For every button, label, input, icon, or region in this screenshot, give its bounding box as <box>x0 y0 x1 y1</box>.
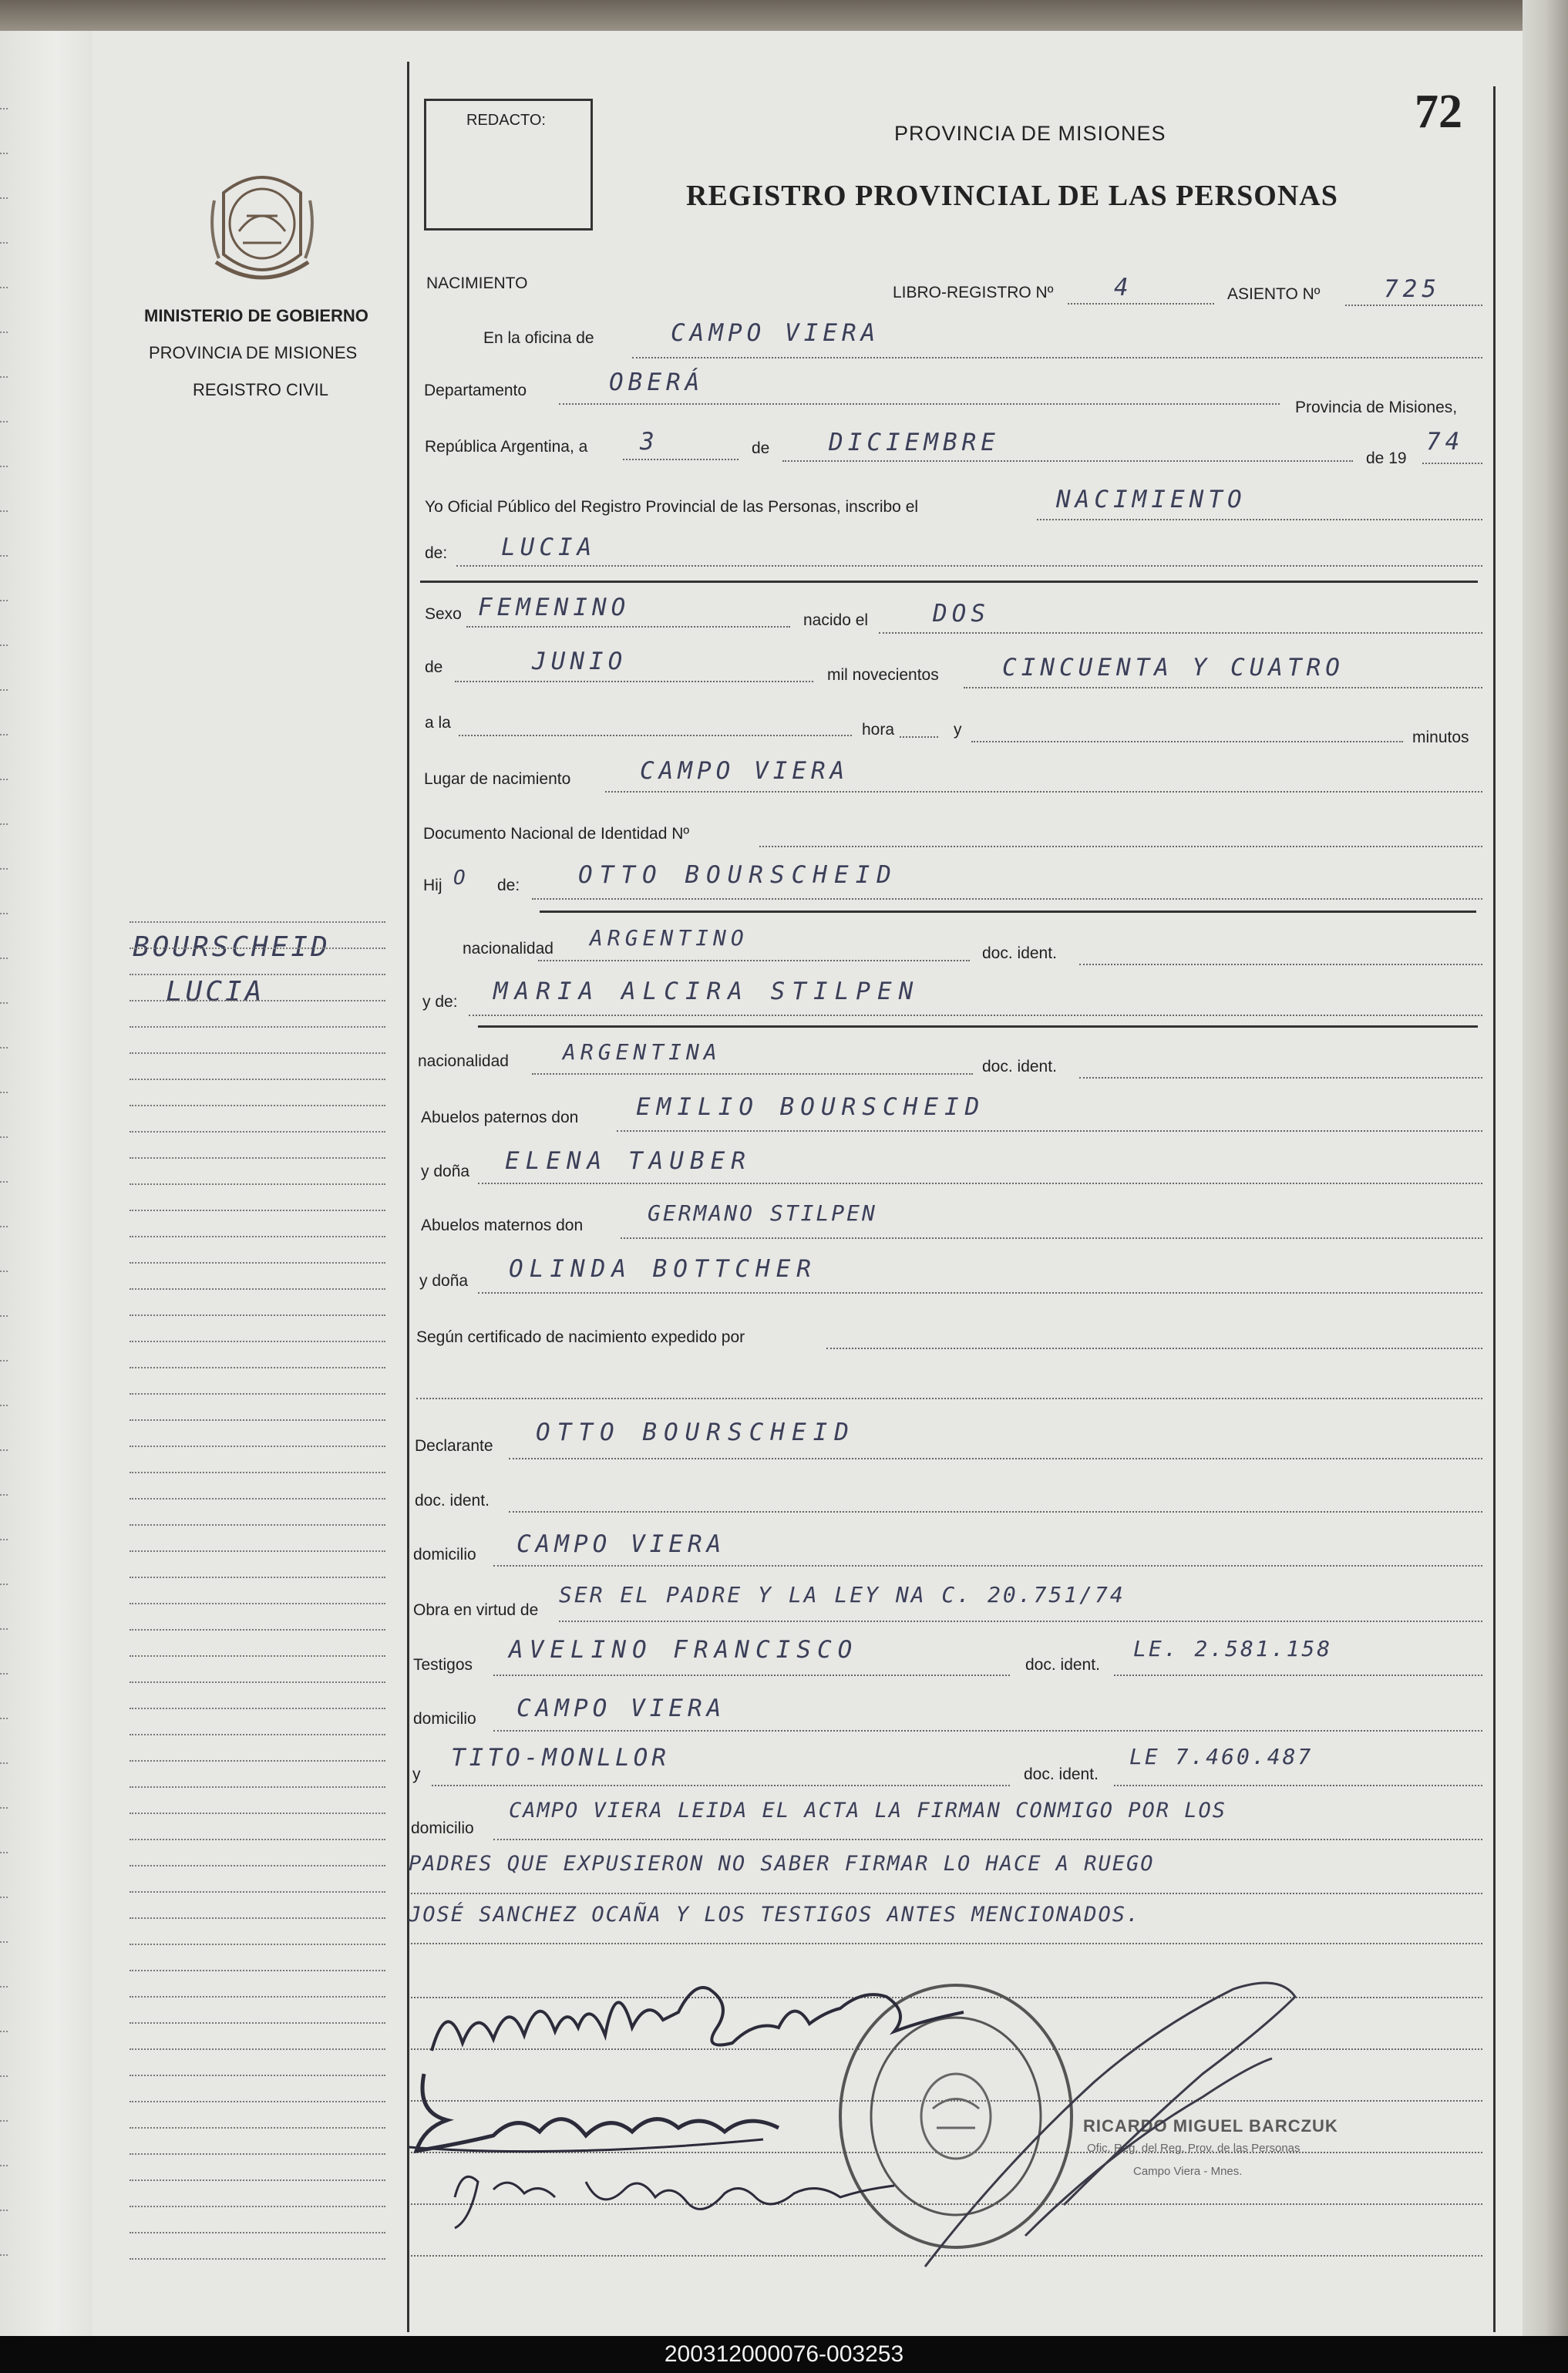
label-prov-misiones: Provincia de Misiones, <box>1295 399 1458 416</box>
binding-dot-mark <box>0 108 8 109</box>
sidebar-surname: BOURSCHEID <box>133 931 331 963</box>
line-documento <box>759 846 1482 847</box>
main-left-rule <box>407 62 409 2332</box>
line-segun-cont <box>416 1398 1482 1399</box>
sidebar-dotted-line <box>130 1262 385 1264</box>
binding-dot-mark <box>0 2210 8 2211</box>
binding-dot-mark <box>0 1762 8 1764</box>
sidebar-dotted-line <box>130 1183 385 1185</box>
label-segun: Según certificado de nacimiento expedido por <box>416 1328 745 1346</box>
stamp-officer-name: RICARDO MIGUEL BARCZUK <box>1083 2116 1338 2136</box>
value-domicilio-line2: PADRES QUE EXPUSIERON NO SABER FIRMAR LO HACE A RUEGO <box>409 1852 1155 1876</box>
rule-after-madre <box>478 1025 1478 1028</box>
label-de-mes: de <box>752 439 770 457</box>
binding-dot-mark <box>0 287 8 288</box>
value-oficina: CAMPO VIERA <box>671 319 880 347</box>
label-doc-ident-padre: doc. ident. <box>982 944 1057 962</box>
sidebar-dotted-line <box>130 1288 385 1290</box>
label-nacido-el: nacido el <box>803 611 869 629</box>
binding-dot-mark <box>0 868 8 870</box>
binding-dot-mark <box>0 1673 8 1675</box>
sidebar-dotted-line <box>130 1131 385 1133</box>
line-asiento <box>1345 305 1482 306</box>
sidebar-dotted-line <box>130 2206 385 2207</box>
line-abuelo-materno <box>621 1237 1482 1239</box>
value-departamento: OBERÁ <box>609 369 705 396</box>
value-abuela-materna: OLINDA BOTTCHER <box>509 1255 817 1283</box>
label-hij: Hij <box>423 877 442 894</box>
sidebar-dotted-line <box>130 1236 385 1237</box>
rule-after-padre <box>540 910 1476 913</box>
label-doc-ident-madre: doc. ident. <box>982 1058 1057 1075</box>
binding-dot-mark <box>0 1360 8 1362</box>
binding-dot-mark <box>0 1584 8 1585</box>
sidebar-dotted-line <box>130 1026 385 1028</box>
binding-dot-mark <box>0 1986 8 1988</box>
binding-dot-mark <box>0 645 8 646</box>
sidebar-dotted-line <box>130 2048 385 2050</box>
binding-dot-mark <box>0 555 8 557</box>
label-nacimiento: NACIMIENTO <box>426 274 528 292</box>
redacto-label: REDACTO: <box>466 112 546 129</box>
line-nacido-anio <box>964 687 1482 688</box>
sidebar-dotted-line <box>130 1577 385 1578</box>
line-nacionalidad-madre <box>532 1073 973 1075</box>
binding-dot-mark <box>0 1897 8 1898</box>
sidebar-dotted-line <box>130 1157 385 1159</box>
sidebar-dotted-line <box>130 1210 385 1211</box>
binding-dot-mark <box>0 1136 8 1138</box>
sidebar-registry: REGISTRO CIVIL <box>193 380 329 399</box>
sidebar-dotted-line <box>130 1550 385 1552</box>
value-nacido-anio: CINCUENTA Y CUATRO <box>1002 654 1344 682</box>
value-nacionalidad-madre: ARGENTINA <box>563 1039 722 1065</box>
label-de-nombre: de: <box>425 544 448 562</box>
sidebar-dotted-line <box>130 2075 385 2076</box>
sidebar-province: PROVINCIA DE MISIONES <box>149 343 358 362</box>
binding-dot-mark <box>0 1628 8 1630</box>
line-declarante-domicilio <box>493 1565 1482 1567</box>
binding-dot-mark <box>0 2165 8 2166</box>
label-abuelos-paternos: Abuelos paternos don <box>421 1109 579 1126</box>
line-libro <box>1068 303 1214 305</box>
value-sexo: FEMENINO <box>478 594 631 621</box>
value-nacido-mes: JUNIO <box>532 648 628 675</box>
signature-officer-icon <box>910 1974 1341 2282</box>
label-lugar: Lugar de nacimiento <box>424 770 571 788</box>
sidebar-dotted-line <box>130 1760 385 1762</box>
line-padre <box>532 898 1482 900</box>
value-testigo1: AVELINO FRANCISCO <box>509 1636 859 1664</box>
sidebar-dotted-line <box>130 2101 385 2102</box>
line-obra <box>559 1621 1482 1622</box>
value-mes: DICIEMBRE <box>829 429 1000 456</box>
line-doc-ident-padre <box>1079 964 1482 965</box>
value-domicilio-line1: CAMPO VIERA LEIDA EL ACTA LA FIRMAN CONMIGO POR LOS <box>509 1799 1227 1823</box>
header-registry-title: REGISTRO PROVINCIAL DE LAS PERSONAS <box>686 180 1338 212</box>
value-obra: SER EL PADRE Y LA LEY NA C. 20.751/74 <box>559 1582 1126 1607</box>
line-departamento <box>559 403 1280 405</box>
sidebar-dotted-line <box>130 1917 385 1919</box>
sidebar-dotted-line <box>130 1079 385 1080</box>
sidebar-dotted-line <box>130 1944 385 1945</box>
line-abuela-paterna <box>478 1183 1482 1184</box>
label-yo-oficial: Yo Oficial Público del Registro Provincial de las Personas, inscribo el <box>425 498 919 516</box>
label-y-dona-paterna: y doña <box>421 1163 470 1180</box>
sidebar-dotted-line <box>130 1734 385 1735</box>
page-binding <box>0 31 93 2336</box>
binding-dot-mark <box>0 1941 8 1943</box>
line-tipo <box>1037 519 1482 520</box>
line-abuela-materna <box>478 1292 1482 1294</box>
sidebar-dotted-line <box>130 1314 385 1316</box>
binding-dot-mark <box>0 2120 8 2122</box>
binding-dot-mark <box>0 1271 8 1272</box>
value-nacionalidad-padre: ARGENTINO <box>590 925 749 951</box>
binding-dot-mark <box>0 1315 8 1317</box>
label-declarante-doc: doc. ident. <box>415 1492 490 1510</box>
line-nombre <box>456 565 1482 567</box>
binding-dot-mark <box>0 510 8 512</box>
line-domicilio-final-2 <box>411 1893 1482 1894</box>
sidebar-dotted-line <box>130 1970 385 1971</box>
label-testigo1-doc: doc. ident. <box>1025 1656 1100 1674</box>
sidebar-dotted-line <box>130 1419 385 1421</box>
value-nombre: LUCIA <box>501 534 597 561</box>
label-nacionalidad-padre: nacionalidad <box>463 940 554 958</box>
label-documento: Documento Nacional de Identidad Nº <box>423 825 690 843</box>
line-declarante <box>509 1458 1482 1459</box>
value-testigo2-doc: LE 7.460.487 <box>1129 1744 1314 1769</box>
sidebar-dotted-line <box>130 921 385 923</box>
binding-dot-mark <box>0 1226 8 1227</box>
line-abuelo-paterno <box>617 1130 1482 1132</box>
binding-dot-mark <box>0 153 8 154</box>
line-nacionalidad-padre <box>538 960 970 961</box>
sidebar-dotted-line <box>130 2022 385 2024</box>
sidebar-dotted-line <box>130 1367 385 1368</box>
province-seal-icon <box>208 170 316 285</box>
label-oficina: En la oficina de <box>483 329 594 347</box>
line-doc-ident-madre <box>1079 1077 1482 1079</box>
binding-dot-mark <box>0 1092 8 1093</box>
binding-dot-mark <box>0 421 8 422</box>
value-testigo1-doc: LE. 2.581.158 <box>1133 1636 1333 1661</box>
binding-dot-mark <box>0 466 8 467</box>
value-hij-suffix: O <box>453 867 470 890</box>
signature-jose-sanchez-icon <box>432 2151 910 2236</box>
label-mil-novecientos: mil novecientos <box>827 666 939 684</box>
binding-dot-mark <box>0 913 8 914</box>
sidebar-dotted-line <box>130 1839 385 1840</box>
label-y-testigo2: y <box>412 1765 421 1783</box>
binding-dot-mark <box>0 823 8 825</box>
label-y-dona-materna: y doña <box>419 1272 469 1290</box>
label-testigo2-doc: doc. ident. <box>1024 1765 1099 1783</box>
label-abuelos-maternos: Abuelos maternos don <box>421 1217 584 1234</box>
binding-dot-mark <box>0 1807 8 1809</box>
sidebar-dotted-line <box>130 1996 385 1998</box>
label-obra: Obra en virtud de <box>413 1601 539 1619</box>
line-testigo2 <box>432 1785 1010 1786</box>
sidebar-dotted-line <box>130 1629 385 1631</box>
signature-witness-avelino-icon <box>424 1966 979 2066</box>
sidebar-dotted-line <box>130 1813 385 1814</box>
label-asiento: ASIENTO Nº <box>1227 285 1321 303</box>
redacto-box <box>424 99 593 231</box>
binding-dot-mark <box>0 734 8 735</box>
value-abuelo-materno: GERMANO STILPEN <box>648 1200 877 1226</box>
sidebar-dotted-line <box>130 2232 385 2233</box>
value-asiento: 725 <box>1384 275 1441 303</box>
sidebar-ministry: MINISTERIO DE GOBIERNO <box>144 306 368 325</box>
label-testigos: Testigos <box>413 1656 473 1674</box>
line-dia <box>623 459 739 460</box>
line-testigo1 <box>493 1675 1010 1676</box>
label-nacionalidad-madre: nacionalidad <box>418 1052 509 1070</box>
label-sexo: Sexo <box>425 605 462 623</box>
binding-dot-mark <box>0 197 8 199</box>
value-domicilio-line3: JOSÉ SANCHEZ OCAÑA Y LOS TESTIGOS ANTES MENCIONADOS. <box>409 1903 1141 1927</box>
rule-after-nombre <box>420 581 1478 583</box>
sidebar-dotted-line <box>130 1393 385 1395</box>
value-padre: OTTO BOURSCHEID <box>578 861 898 889</box>
value-madre: MARIA ALCIRA STILPEN <box>493 978 920 1005</box>
binding-dot-mark <box>0 1449 8 1451</box>
label-republica: República Argentina, a <box>425 438 588 456</box>
book-page-edges <box>1523 0 1568 2336</box>
line-declarante-doc <box>509 1511 1482 1513</box>
label-a-la: a la <box>425 714 451 732</box>
value-abuelo-paterno: EMILIO BOURSCHEID <box>636 1093 986 1121</box>
binding-dot-mark <box>0 1494 8 1496</box>
label-de-nacido-mes: de <box>425 658 443 676</box>
value-testigo1-domicilio: CAMPO VIERA <box>516 1695 726 1722</box>
sidebar-dotted-line <box>130 1708 385 1709</box>
line-testigo1-doc <box>1114 1675 1482 1676</box>
sidebar-dotted-line <box>130 1603 385 1604</box>
sidebar-dotted-line <box>130 1105 385 1106</box>
sidebar-dotted-line <box>130 1891 385 1893</box>
binding-dot-mark <box>0 1539 8 1540</box>
label-y-de-madre: y de: <box>422 993 458 1011</box>
main-right-rule <box>1493 86 1496 2332</box>
page-number: 72 <box>1415 86 1462 138</box>
value-lugar: CAMPO VIERA <box>640 757 850 785</box>
value-anio: 74 <box>1426 428 1465 456</box>
line-testigo1-domicilio <box>493 1730 1482 1732</box>
binding-dot-mark <box>0 600 8 601</box>
sidebar-dotted-line <box>130 1000 385 1001</box>
binding-dot-mark <box>0 1002 8 1004</box>
line-nacido-mes <box>455 681 813 682</box>
binding-dot-mark <box>0 376 8 378</box>
value-testigo2: TITO-MONLLOR <box>451 1744 670 1772</box>
binding-dot-mark <box>0 2075 8 2077</box>
sidebar-dotted-line <box>130 974 385 975</box>
label-libro: LIBRO-REGISTRO Nº <box>893 284 1054 301</box>
label-declarante: Declarante <box>415 1437 493 1455</box>
label-testigo1-domicilio: domicilio <box>413 1710 476 1728</box>
binding-dot-mark <box>0 1852 8 1853</box>
binding-dot-mark <box>0 1405 8 1406</box>
sidebar-dotted-line <box>130 1524 385 1526</box>
sidebar-dotted-line <box>130 2179 385 2181</box>
label-declarante-domicilio: domicilio <box>413 1546 476 1563</box>
label-departamento: Departamento <box>424 382 527 399</box>
line-anio <box>1422 463 1482 464</box>
value-abuela-paterna: ELENA TAUBER <box>505 1147 752 1175</box>
value-nacido-dia: DOS <box>933 600 990 628</box>
stamp-officer-place: Campo Viera - Mnes. <box>1133 2165 1243 2178</box>
value-declarante: OTTO BOURSCHEID <box>536 1419 856 1446</box>
value-tipo: NACIMIENTO <box>1056 486 1247 513</box>
sidebar-dotted-line <box>130 948 385 949</box>
sidebar-dotted-line <box>130 1865 385 1866</box>
sidebar-dotted-line <box>130 1655 385 1657</box>
label-minutos: minutos <box>1412 729 1469 746</box>
label-domicilio-final: domicilio <box>411 1819 474 1837</box>
stamp-officer-title: Ofic. Reg. del Reg. Prov. de las Personas <box>1087 2142 1300 2155</box>
line-a-la <box>459 735 852 736</box>
sidebar-dotted-line <box>130 2258 385 2260</box>
line-domicilio-final-1 <box>493 1839 1482 1840</box>
sidebar-dotted-line <box>130 2153 385 2155</box>
binding-dot-mark <box>0 332 8 333</box>
line-sexo <box>466 626 790 628</box>
binding-dot-mark <box>0 242 8 244</box>
sidebar-dotted-line <box>130 1786 385 1788</box>
sidebar-dotted-line <box>130 1498 385 1500</box>
label-de19: de 19 <box>1366 449 1407 467</box>
binding-dot-mark <box>0 779 8 780</box>
line-testigo2-doc <box>1114 1785 1482 1786</box>
line-madre <box>469 1015 1482 1016</box>
binding-dot-mark <box>0 2031 8 2032</box>
sidebar-dotted-line <box>130 1446 385 1447</box>
header-province: PROVINCIA DE MISIONES <box>894 122 1166 145</box>
line-oficina <box>632 357 1482 358</box>
label-y-hora: y <box>954 721 962 739</box>
sidebar-dotted-line <box>130 1472 385 1473</box>
line-nacido-dia <box>879 632 1482 634</box>
line-mes <box>782 460 1353 462</box>
sidebar-dotted-line <box>130 1681 385 1683</box>
line-hora <box>900 736 938 738</box>
image-id-caption: 200312000076-003253 <box>0 2336 1568 2373</box>
label-de-padre: de: <box>497 877 520 894</box>
sidebar-dotted-line <box>130 1052 385 1054</box>
binding-dot-mark <box>0 958 8 959</box>
value-declarante-domicilio: CAMPO VIERA <box>516 1530 726 1558</box>
value-dia: 3 <box>640 428 659 456</box>
binding-dot-mark <box>0 1047 8 1048</box>
line-lugar <box>605 791 1482 793</box>
sidebar-dotted-line <box>130 1341 385 1342</box>
sidebar-dotted-line <box>130 2127 385 2129</box>
binding-dot-mark <box>0 1181 8 1183</box>
value-libro: 4 <box>1114 274 1133 301</box>
binding-dot-mark <box>0 689 8 691</box>
line-segun <box>826 1348 1482 1349</box>
label-hora: hora <box>862 721 895 739</box>
line-domicilio-final-3 <box>411 1943 1482 1944</box>
sidebar-given-name: LUCIA <box>166 976 265 1008</box>
binding-dot-mark <box>0 2254 8 2256</box>
line-minutos <box>971 741 1403 742</box>
binding-dot-mark <box>0 1718 8 1719</box>
